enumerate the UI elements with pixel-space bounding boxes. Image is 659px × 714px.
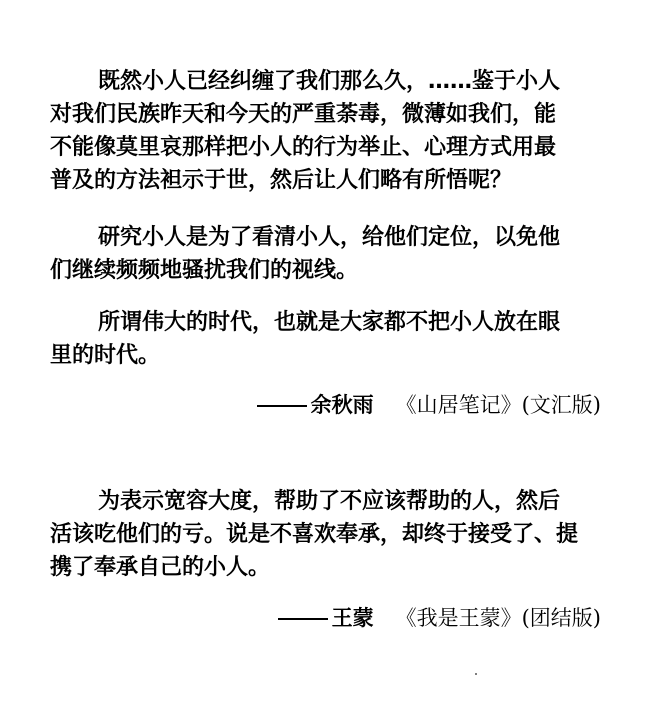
author-name: 王蒙 <box>331 606 374 630</box>
text-line: 携了奉承自己的小人。 <box>50 555 271 580</box>
text-line: 为表示宽容大度，帮助了不应该帮助的人，然后 <box>98 489 561 514</box>
text-line: 既然小人已经纠缠了我们那么久，……鉴于小人 <box>98 69 561 94</box>
quote1-paragraph-3 <box>50 306 610 372</box>
text-line: 所谓伟大的时代，也就是大家都不把小人放在眼 <box>98 310 561 335</box>
quote1-paragraph-1 <box>50 65 610 197</box>
book-title: 《山居笔记》(文汇版) <box>395 393 601 417</box>
em-dash <box>257 405 307 407</box>
quote1-paragraph-2 <box>50 221 610 287</box>
text-line: 里的时代。 <box>50 343 161 368</box>
book-title: 《我是王蒙》(团结版) <box>395 606 601 630</box>
author-name: 余秋雨 <box>310 393 374 417</box>
text-line: 们继续频频地骚扰我们的视线。 <box>50 258 359 283</box>
text-line: 不能像莫里哀那样把小人的行为举止、心理方式用最 <box>50 135 557 160</box>
quote2-attribution <box>278 603 601 633</box>
text-line: 研究小人是为了看清小人，给他们定位，以免他 <box>98 225 561 250</box>
quote2-paragraph-1 <box>50 485 610 584</box>
text-line: 活该吃他们的亏。说是不喜欢奉承，却终于接受了、提 <box>50 522 579 547</box>
em-dash <box>278 618 328 620</box>
text-line: 普及的方法袒示于世，然后让人们略有所悟呢？ <box>50 168 513 193</box>
scan-speck <box>475 673 477 675</box>
quote1-attribution <box>257 390 601 420</box>
text-line: 对我们民族昨天和今天的严重荼毒，微薄如我们，能 <box>50 102 557 127</box>
